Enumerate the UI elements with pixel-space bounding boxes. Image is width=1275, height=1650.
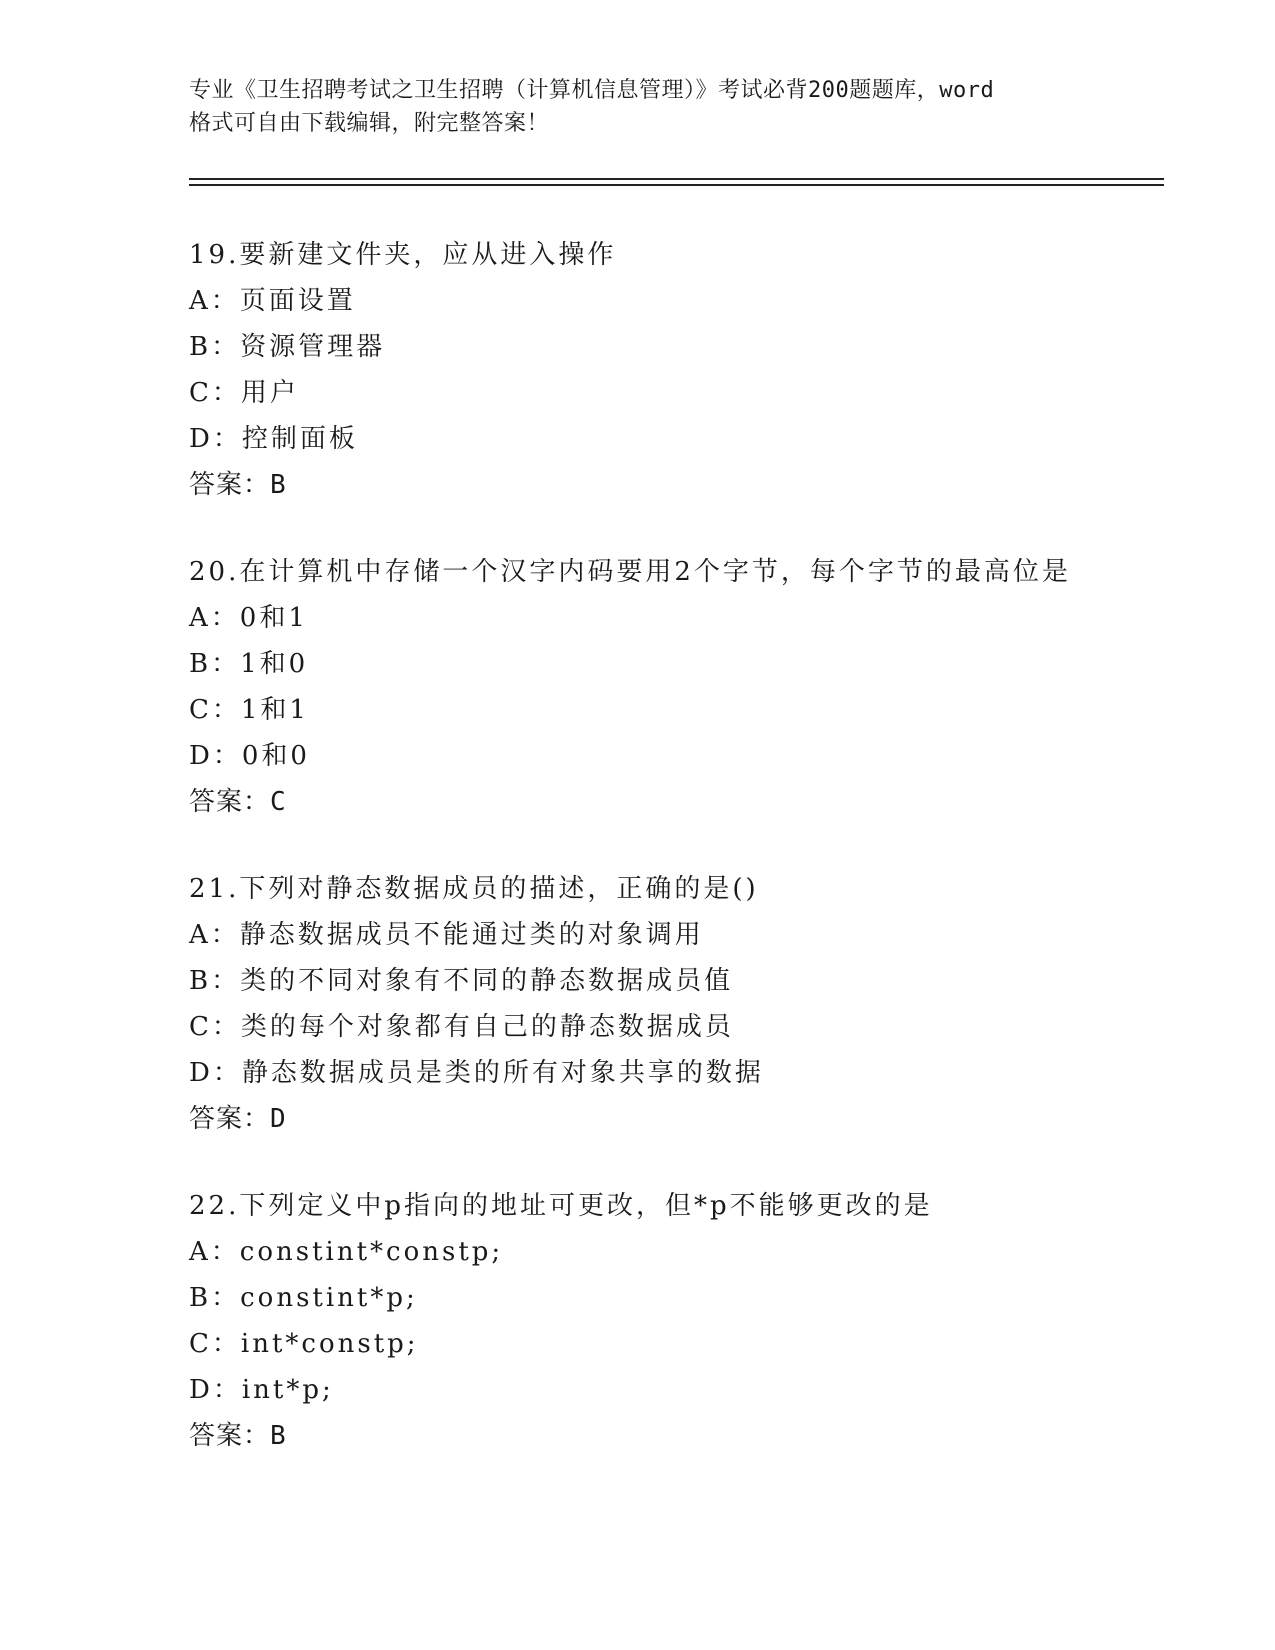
option-c: C：类的每个对象都有自己的静态数据成员 bbox=[189, 1012, 734, 1042]
option-c: C：用户 bbox=[189, 378, 299, 408]
question-block-22 bbox=[189, 1183, 1169, 1459]
option-d: D：0和0 bbox=[189, 741, 310, 771]
header-divider-bottom bbox=[189, 184, 1164, 186]
document-header bbox=[189, 74, 1089, 140]
option-c: C：int*constp; bbox=[189, 1329, 419, 1359]
question-block-20 bbox=[189, 549, 1169, 825]
option-c: C：1和1 bbox=[189, 695, 309, 725]
header-divider-top bbox=[189, 178, 1164, 180]
question-block-19 bbox=[189, 232, 1169, 508]
option-d: D：控制面板 bbox=[189, 424, 358, 454]
option-b: B：constint*p; bbox=[189, 1283, 418, 1313]
question-stem: 19.要新建文件夹，应从进入操作 bbox=[189, 240, 617, 270]
question-stem: 22.下列定义中p指向的地址可更改，但*p不能够更改的是 bbox=[189, 1191, 933, 1221]
option-a: A：0和1 bbox=[189, 603, 308, 633]
header-title-line-2: 格式可自由下载编辑，附完整答案！ bbox=[189, 111, 550, 136]
answer-line: 答案：B bbox=[189, 470, 287, 500]
question-stem: 21.下列对静态数据成员的描述，正确的是() bbox=[189, 874, 759, 904]
option-b: B：1和0 bbox=[189, 649, 309, 679]
option-d: D：静态数据成员是类的所有对象共享的数据 bbox=[189, 1058, 764, 1088]
option-a: A：页面设置 bbox=[189, 286, 356, 316]
option-b: B：类的不同对象有不同的静态数据成员值 bbox=[189, 966, 734, 996]
answer-line: 答案：B bbox=[189, 1421, 287, 1451]
answer-line: 答案：D bbox=[189, 1104, 287, 1134]
option-d: D：int*p; bbox=[189, 1375, 334, 1405]
question-block-21 bbox=[189, 866, 1169, 1142]
option-a: A：constint*constp; bbox=[189, 1237, 504, 1267]
answer-line: 答案：C bbox=[189, 787, 287, 817]
option-a: A：静态数据成员不能通过类的对象调用 bbox=[189, 920, 704, 950]
question-stem: 20.在计算机中存储一个汉字内码要用2个字节，每个字节的最高位是 bbox=[189, 557, 1071, 587]
option-b: B：资源管理器 bbox=[189, 332, 386, 362]
header-title-line-1: 专业《卫生招聘考试之卫生招聘（计算机信息管理）》考试必背200题题库，word bbox=[189, 78, 995, 103]
